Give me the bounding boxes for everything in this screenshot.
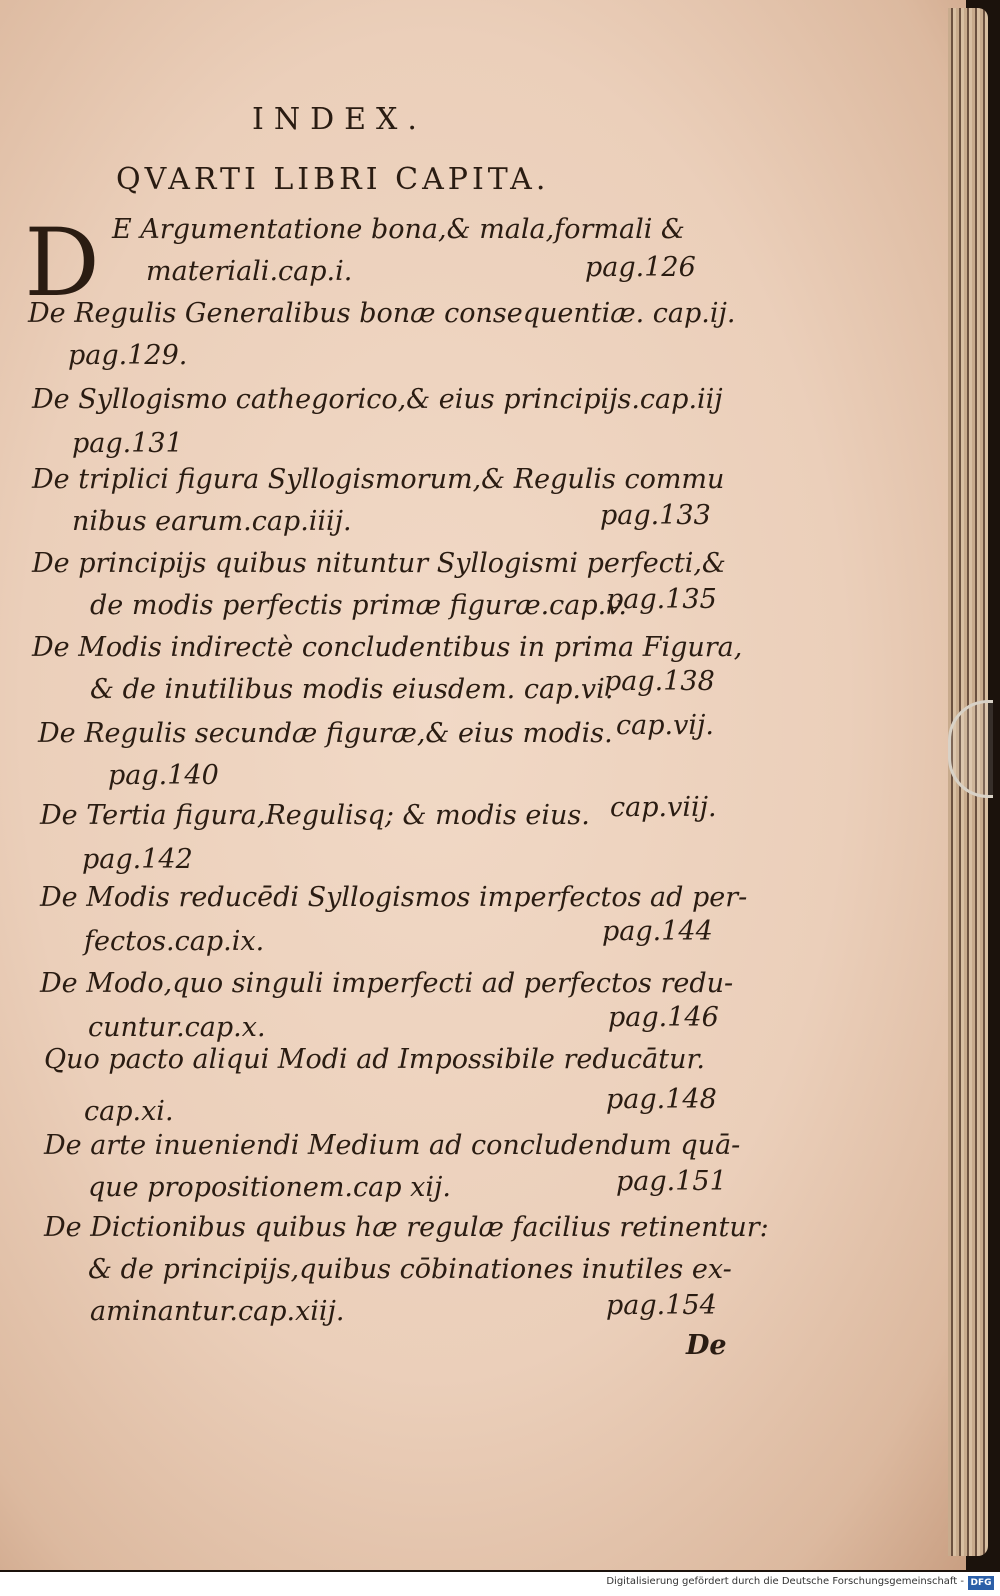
index-line: nibus earum.cap.iiij. (72, 506, 352, 537)
footer-credit: Digitalisierung gefördert durch die Deutsche Forschungsgemeinschaft - (606, 1576, 964, 1587)
index-line: De triplici figura Syllogismorum,& Regulis commu (32, 464, 725, 495)
index-line: & de inutilibus modis eiusdem. cap.vi. (90, 674, 614, 705)
index-line: De Modo,quo singuli imperfecti ad perfectos redu- (40, 968, 734, 999)
page-ref: cap.viij. (610, 792, 717, 823)
index-line: De Regulis secundæ figuræ,& eius modis. (38, 718, 613, 749)
index-line: De Modis indirectè concludentibus in prima Figura, (32, 632, 743, 663)
page-ref: pag.144 (602, 916, 713, 947)
index-line: cap.xi. (84, 1096, 174, 1127)
page-ref: pag.131 (72, 428, 183, 459)
index-line: Quo pacto aliqui Modi ad Impossibile reducātur. (44, 1044, 705, 1075)
page-ref: pag.133 (600, 500, 711, 531)
page-ref: pag.154 (606, 1290, 717, 1321)
page-ref: pag.138 (604, 666, 715, 697)
page-ref: pag.126 (585, 252, 696, 283)
index-line: aminantur.cap.xiij. (90, 1296, 345, 1327)
page-ref: cap.vij. (616, 710, 714, 741)
page-ref: pag.135 (606, 584, 717, 615)
index-line: de modis perfectis primæ figuræ.cap.v. (90, 590, 627, 621)
page-ref: pag.151 (616, 1166, 727, 1197)
index-line: De arte inueniendi Medium ad concludendum quā- (44, 1130, 741, 1161)
dfg-logo: DFG (968, 1576, 994, 1590)
index-line: E Argumentatione bona,& mala,formali & (112, 214, 685, 245)
index-line: De Modis reducēdi Syllogismos imperfectos ad per- (40, 882, 748, 913)
drop-cap-initial: D (24, 209, 100, 318)
page-ref: pag.140 (108, 760, 219, 791)
index-line: De principijs quibus nituntur Syllogismi perfecti,& (32, 548, 726, 579)
page-ref: pag.146 (608, 1002, 719, 1033)
index-line: De Dictionibus quibus hæ regulæ facilius retinentur: (44, 1212, 769, 1243)
page-ref: pag.129. (68, 340, 188, 371)
index-line: que propositionem.cap xij. (88, 1172, 451, 1203)
index-line: cuntur.cap.x. (88, 1012, 266, 1043)
index-line: De Syllogismo cathegorico,& eius principijs.cap.iij (32, 384, 723, 415)
page-header: INDEX. (252, 102, 427, 137)
index-line: De Regulis Generalibus bonæ consequentiæ. cap.ij. (28, 298, 736, 329)
index-line: fectos.cap.ix. (84, 926, 265, 957)
footer-bar (0, 1572, 1000, 1596)
index-line: materiali.cap.i. (146, 256, 353, 287)
index-line: De Tertia figura,Regulisq; & modis eius. (40, 800, 590, 831)
index-line: & de principijs,quibus cōbinationes inutiles ex- (88, 1254, 732, 1285)
section-title: QVARTI LIBRI CAPITA. (116, 162, 550, 197)
page-ref: pag.142 (82, 844, 193, 875)
catchword: De (686, 1330, 727, 1361)
page-ref: pag.148 (606, 1084, 717, 1115)
